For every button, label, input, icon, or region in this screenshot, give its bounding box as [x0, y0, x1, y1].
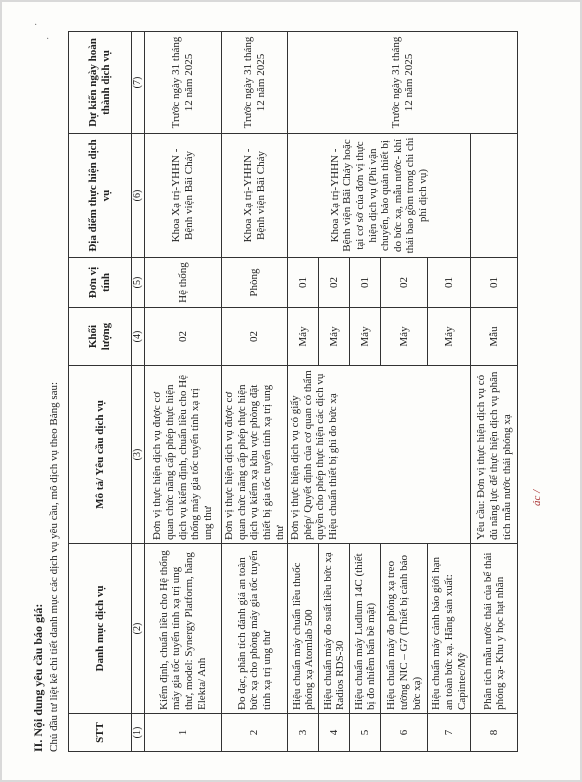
column-number: (7) — [132, 32, 145, 134]
stt-cell: 7 — [428, 714, 471, 752]
quantity-cell: Máy — [428, 308, 471, 366]
quantity-cell: Máy — [381, 308, 428, 366]
description-cell: Đơn vị thực hiện dịch vụ được cơ quan chức năng cấp phép thực hiện dịch vụ kiểm xạ khu vực phòng đặt thiết bị gia tốc tuyến tính xạ trị ung thư — [222, 366, 288, 544]
header-row — [69, 32, 132, 752]
stt-cell: 4 — [319, 714, 350, 752]
service-table — [68, 31, 518, 752]
quantity-cell: Máy — [350, 308, 381, 366]
col-header-due-date: Dự kiến ngày hoàn thành dịch vụ — [69, 32, 132, 134]
col-header-quantity: Khối lượng — [69, 308, 132, 366]
service-cell: Hiệu chuẩn máy cảnh báo giới hạn an toàn bức xạ. Hãng sản xuất: Capintec/Mỹ — [428, 544, 471, 714]
location-cell: Khoa Xạ trị-YHHN - Bệnh viện Bãi Cháy — [145, 134, 222, 258]
unit-cell: 01 — [428, 258, 471, 308]
table-row — [288, 32, 319, 752]
column-number: (2) — [132, 544, 145, 714]
service-cell: Phân tích mẫu nước thải của bể thải phóng xạ- Khu y học hạt nhân — [471, 544, 518, 714]
due-date-cell: Trước ngày 31 tháng 12 năm 2025 — [222, 32, 288, 134]
unit-cell: Phòng — [222, 258, 288, 308]
column-number-row — [132, 32, 145, 752]
quantity-cell: 02 — [145, 308, 222, 366]
unit-cell: 02 — [319, 258, 350, 308]
column-number: (1) — [132, 714, 145, 752]
service-cell: Hiệu chuẩn máy chuẩn liều thuốc phóng xạ Atomlab 500 — [288, 544, 319, 714]
column-number: (5) — [132, 258, 145, 308]
column-number: (4) — [132, 308, 145, 366]
unit-cell: Hệ thống — [145, 258, 222, 308]
service-cell: Hiệu chuẩn máy đo suất liều bức xạ Radios RDS-30 — [319, 544, 350, 714]
stt-cell: 8 — [471, 714, 518, 752]
stt-cell: 3 — [288, 714, 319, 752]
column-number: (6) — [132, 134, 145, 258]
quantity-cell: Mẫu — [471, 308, 518, 366]
service-cell: Hiệu chuẩn máy đo phóng xạ treo tường NIC – G7 (Thiết bị cảnh báo bức xạ) — [381, 544, 428, 714]
due-date-cell: Trước ngày 31 tháng 12 năm 2025 — [288, 32, 518, 134]
stt-cell: 1 — [145, 714, 222, 752]
col-header-service: Danh mục dịch vụ — [69, 544, 132, 714]
quantity-cell: 02 — [222, 308, 288, 366]
unit-cell: 01 — [288, 258, 319, 308]
scanned-page — [2, 2, 580, 780]
service-cell: Hiệu chuẩn máy Ludlum 14C (thiết bị đo nhiễm bẩn bề mặt) — [350, 544, 381, 714]
table-row — [145, 32, 222, 752]
stt-cell: 5 — [350, 714, 381, 752]
description-cell: Đơn vị thực hiện dịch vụ có giấy phép/ Quyết định của cơ quan có thẩm quyền cho phép thực hiện các dịch vụ Hiệu chuẩn thiết bị ghi đo bức xạ — [288, 366, 471, 544]
service-cell: Kiểm định, chuẩn liều cho Hệ thống máy gia tốc tuyến tính xạ trị ung thư, model: Synergy Platform, hãng Elekta/ Anh — [145, 544, 222, 714]
rotated-content — [26, 26, 571, 766]
stt-cell: 2 — [222, 714, 288, 752]
scan-speck: · — [34, 20, 38, 31]
location-cell — [471, 134, 518, 258]
due-date-cell: Trước ngày 31 tháng 12 năm 2025 — [145, 32, 222, 134]
stt-cell: 6 — [381, 714, 428, 752]
description-cell: Yêu cầu: Đơn vị thực hiện dịch vụ có đủ năng lực để thực hiện dịch vụ phân tích mẫu nước thải phóng xạ — [471, 366, 518, 544]
section-title: II. Nội dung yêu cầu báo giá: — [31, 603, 45, 752]
unit-cell: 02 — [381, 258, 428, 308]
unit-cell: 01 — [471, 258, 518, 308]
col-header-stt: STT — [69, 714, 132, 752]
handwritten-mark: ác / — [531, 489, 543, 506]
scan-speck: · — [46, 34, 50, 45]
column-number: (3) — [132, 366, 145, 544]
unit-cell: 01 — [350, 258, 381, 308]
service-cell: Đo đạc, phân tích đánh giá an toàn bức xạ cho phòng máy gia tốc tuyến tính xạ trị ung thư — [222, 544, 288, 714]
col-header-description: Mô tả/ Yêu cầu dịch vụ — [69, 366, 132, 544]
description-cell: Đơn vị thực hiện dịch vụ được cơ quan chức năng cấp phép thực hiện dịch vụ kiểm định, chuẩn liều cho Hệ thống máy gia tốc tuyến tính xạ trị ung thư — [145, 366, 222, 544]
table-row — [471, 32, 518, 752]
location-cell: Khoa Xạ trị-YHHN - Bệnh viện Bãi Cháy hoặc tại cơ sở của đơn vị thực hiện dịch vụ (Phí vận chuyển, bảo quản thiết bị do bức xạ, mẫu nước- khí thải bao gồm trong chi chi phí dịch vụ) — [288, 134, 471, 258]
intro-text: Chủ đầu tư liệt kê chi tiết danh mục các dịch vụ yêu cầu, mô dịch vụ theo Bảng sau: — [48, 381, 60, 752]
table-row — [222, 32, 288, 752]
location-cell: Khoa Xạ trị-YHHN - Bệnh viện Bãi Cháy — [222, 134, 288, 258]
col-header-location: Địa điểm thực hiện dịch vụ — [69, 134, 132, 258]
quantity-cell: Máy — [288, 308, 319, 366]
col-header-unit: Đơn vị tính — [69, 258, 132, 308]
quantity-cell: Máy — [319, 308, 350, 366]
